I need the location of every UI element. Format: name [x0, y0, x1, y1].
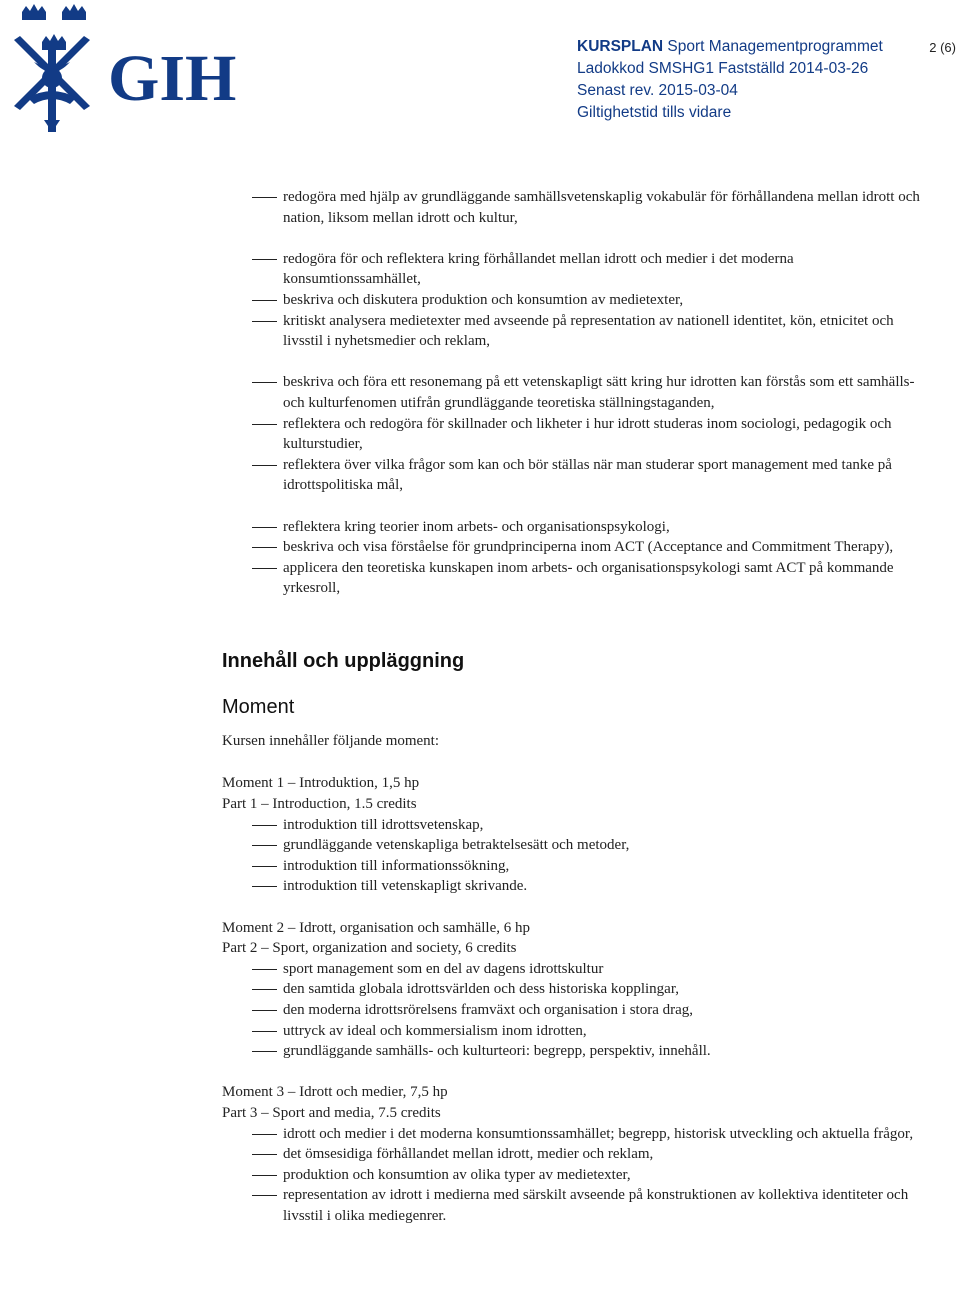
- list-item: redogöra för och reflektera kring förhållandet mellan idrott och medier i det moderna konsumtionssamhället,: [222, 249, 922, 290]
- document-body: [222, 187, 922, 1227]
- list-item: representation av idrott i medierna med särskilt avseende på konstruktionen av kollektiva identiteter och livsstil i olika mediegenrer.: [222, 1185, 922, 1226]
- list-item: idrott och medier i det moderna konsumtionssamhället; begrepp, historisk utveckling och aktuella frågor,: [222, 1124, 922, 1145]
- moment-items: [222, 1124, 922, 1227]
- moment-title-en: Part 3 – Sport and media, 7.5 credits: [222, 1104, 441, 1121]
- moment-2: [222, 918, 922, 1062]
- moment-title-en: Part 2 – Sport, organization and society, 6 credits: [222, 940, 517, 957]
- list-item: den moderna idrottsrörelsens framväxt och organisation i stora drag,: [222, 1000, 922, 1021]
- moment-title-sv: Moment 1 – Introduktion, 1,5 hp: [222, 775, 420, 792]
- document-header: [577, 36, 883, 124]
- list-item: redogöra med hjälp av grundläggande samhällsvetenskaplig vokabulär för förhållandena mellan idrott och nation, liksom mellan idrott och kultur,: [222, 187, 922, 228]
- moment-title-sv: Moment 3 – Idrott och medier, 7,5 hp: [222, 1084, 448, 1101]
- list-item: kritiskt analysera medietexter med avseende på representation av nationell identitet, kön, etnicitet och livsstil i nyhetsmedier och reklam,: [222, 311, 922, 352]
- moment-title-sv: Moment 2 – Idrott, organisation och samhälle, 6 hp: [222, 919, 531, 936]
- moment-items: [222, 815, 922, 897]
- validity-line: Giltighetstid tills vidare: [577, 104, 732, 121]
- doc-type: KURSPLAN: [577, 38, 664, 55]
- objectives-group-1: [222, 187, 922, 228]
- list-item: produktion och konsumtion av olika typer av medietexter,: [222, 1165, 922, 1186]
- revision-line: Senast rev. 2015-03-04: [577, 82, 738, 99]
- list-item: reflektera över vilka frågor som kan och bör ställas när man studerar sport management med tanke på idrottspolitiska mål,: [222, 455, 922, 496]
- list-item: reflektera och redogöra för skillnader och likheter i hur idrott studeras inom sociologi, pedagogik och kulturstudier,: [222, 414, 922, 455]
- list-item: beskriva och föra ett resonemang på ett vetenskapligt sätt kring hur idrotten kan förstås som ett samhälls- och kulturfenomen utifrån grundläggande teoretiska ställningstaganden,: [222, 372, 922, 413]
- objectives-group-3: [222, 372, 922, 496]
- course-code-line: Ladokkod SMSHG1 Fastställd 2014-03-26: [577, 60, 869, 77]
- list-item: introduktion till vetenskapligt skrivande.: [222, 876, 922, 897]
- gih-logo: [4, 2, 249, 134]
- list-item: det ömsesidiga förhållandet mellan idrott, medier och reklam,: [222, 1144, 922, 1165]
- list-item: applicera den teoretiska kunskapen inom arbets- och organisationspsykologi samt ACT på kommande yrkesroll,: [222, 558, 922, 599]
- list-item: beskriva och diskutera produktion och konsumtion av medietexter,: [222, 290, 922, 311]
- list-item: introduktion till idrottsvetenskap,: [222, 815, 922, 836]
- objectives-group-4: [222, 517, 922, 599]
- section-subheading: Moment: [222, 695, 295, 718]
- logo-text: GIH: [108, 42, 237, 115]
- list-item: sport management som en del av dagens idrottskultur: [222, 959, 922, 980]
- section-heading: Innehåll och uppläggning: [222, 649, 465, 672]
- list-item: den samtida globala idrottsvärlden och dess historiska kopplingar,: [222, 979, 922, 1000]
- header-title-line: [577, 36, 883, 58]
- moment-items: [222, 959, 922, 1062]
- gih-crest-icon: [4, 2, 249, 134]
- list-item: grundläggande vetenskapliga betraktelsesätt och metoder,: [222, 835, 922, 856]
- page-number: 2 (6): [929, 40, 956, 55]
- objectives-group-2: [222, 249, 922, 352]
- list-item: beskriva och visa förståelse för grundprinciperna inom ACT (Acceptance and Commitment Therapy),: [222, 537, 922, 558]
- list-item: reflektera kring teorier inom arbets- och organisationspsykologi,: [222, 517, 922, 538]
- list-item: introduktion till informationssökning,: [222, 856, 922, 877]
- content-intro: Kursen innehåller följande moment:: [222, 732, 440, 749]
- moment-1: [222, 773, 922, 897]
- list-item: grundläggande samhälls- och kulturteori: begrepp, perspektiv, innehåll.: [222, 1041, 922, 1062]
- moment-title-en: Part 1 – Introduction, 1.5 credits: [222, 796, 417, 813]
- list-item: uttryck av ideal och kommersialism inom idrotten,: [222, 1021, 922, 1042]
- program-name: Sport Managementprogrammet: [663, 38, 883, 55]
- moment-3: [222, 1082, 922, 1226]
